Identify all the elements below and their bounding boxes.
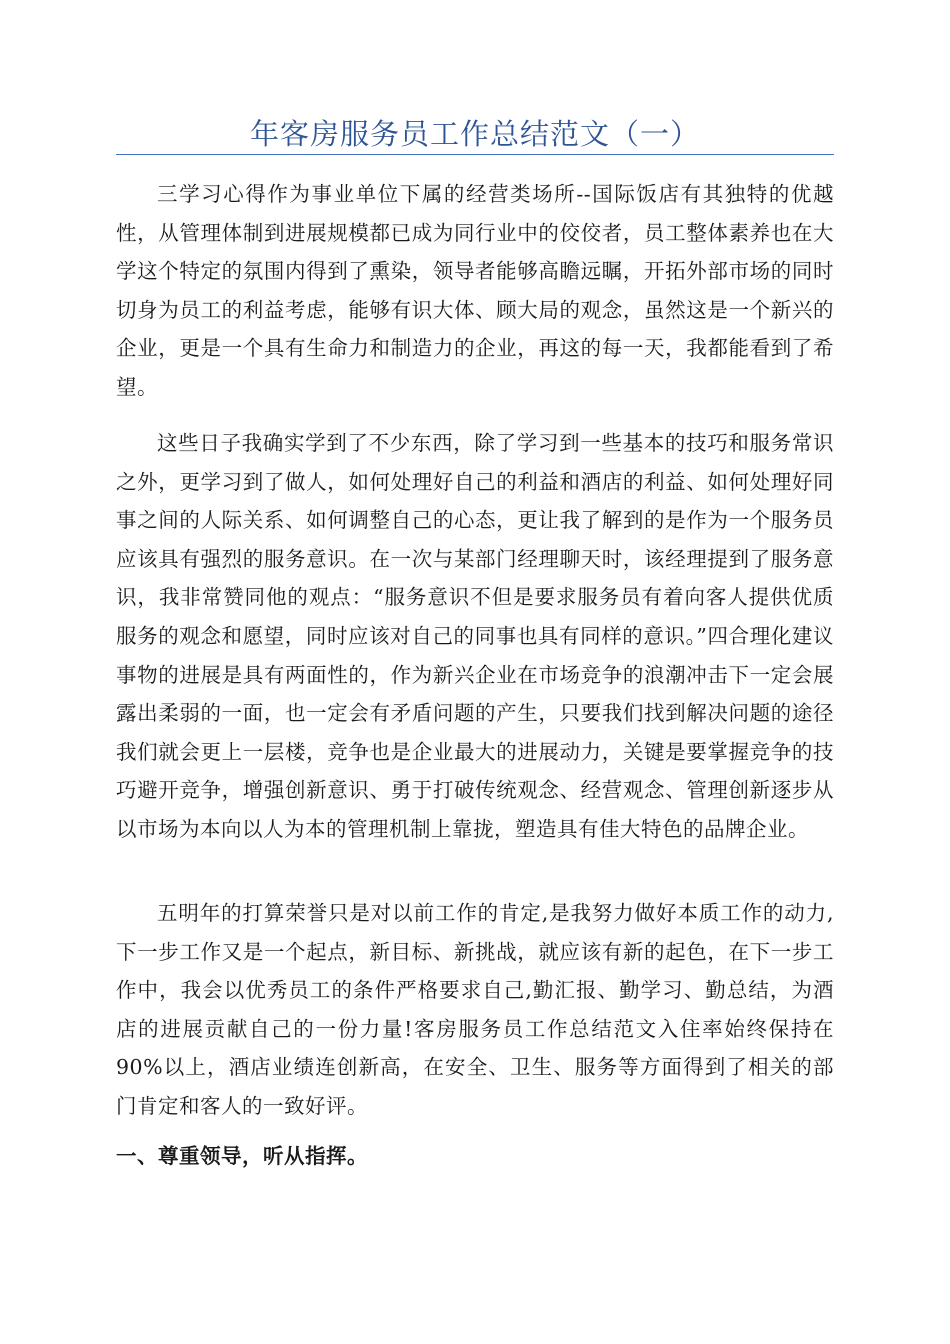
section-heading: 一、尊重领导，听从指挥。	[116, 1144, 368, 1168]
document-title: 年客房服务员工作总结范文（一）	[249, 117, 700, 151]
title-underline	[116, 154, 834, 155]
paragraph-3: 五明年的打算荣誉只是对以前工作的肯定,是我努力做好本质工作的动力,下一步工作又是一个起点，新目标、新挑战，就应该有新的起色，在下一步工作中，我会以优秀员工的条件严格要求自己,勤汇报、勤学习、勤总结，为酒店的进展贡献自己的一份力量!客房服务员工作总结范文入住率始终保持在90%以上，酒店业绩连创新高，在安全、卫生、服务等方面得到了相关的部门肯定和客人的一致好评。	[116, 901, 834, 1118]
paragraph-1: 三学习心得作为事业单位下属的经营类场所--国际饭店有其独特的优越性，从管理体制到进展规模都已成为同行业中的佼佼者，员工整体素养也在大学这个特定的氛围内得到了熏染，领导者能够高瞻远瞩，开拓外部市场的同时切身为员工的利益考虑，能够有识大体、顾大局的观念，虽然这是一个新兴的企业，更是一个具有生命力和制造力的企业，再这的每一天，我都能看到了希望。	[116, 182, 834, 399]
paragraph-2: 这些日子我确实学到了不少东西，除了学习到一些基本的技巧和服务常识之外，更学习到了做人，如何处理好自己的利益和酒店的利益、如何处理好同事之间的人际关系、如何调整自己的心态，更让我了解到的是作为一个服务员应该具有强烈的服务意识。在一次与某部门经理聊天时，该经理提到了服务意识，我非常赞同他的观点：“服务意识不但是要求服务员有着向客人提供优质服务的观念和愿望，同时应该对自己的同事也具有同样的意识。”四合理化建议事物的进展是具有两面性的，作为新兴企业在市场竞争的浪潮冲击下一定会展露出柔弱的一面，也一定会有矛盾问题的产生，只要我们找到解决问题的途径我们就会更上一层楼，竞争也是企业最大的进展动力，关键是要掌握竞争的技巧避开竞争，增强创新意识、勇于打破传统观念、经营观念、管理创新逐步从以市场为本向以人为本的管理机制上靠拢，塑造具有佳大特色的品牌企业。	[116, 431, 834, 841]
